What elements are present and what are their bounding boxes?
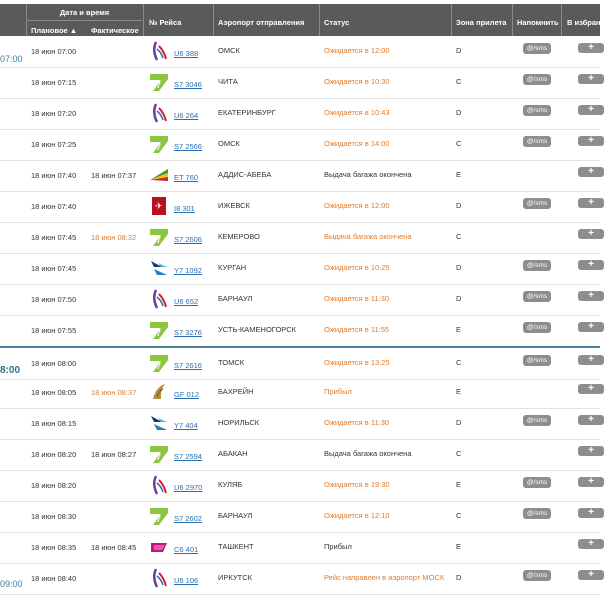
flight-number-link[interactable]: GF 012 (174, 390, 200, 399)
s7-logo-icon (148, 443, 170, 465)
svg-text:✈: ✈ (155, 202, 163, 212)
flight-row (0, 408, 600, 440)
column-divider (561, 4, 562, 36)
remind-sms-button[interactable]: @/sms (523, 105, 551, 116)
flight-status: Ожидается в 10:43 (324, 108, 390, 117)
nordstar-logo-icon (148, 257, 170, 279)
flight-number-link[interactable]: U6 388 (174, 49, 199, 58)
arrival-zone: E (456, 387, 462, 396)
arrival-zone: E (456, 170, 462, 179)
flight-status: Ожидается в 10:30 (324, 77, 390, 86)
flight-row (0, 67, 600, 99)
flight-row (0, 377, 600, 409)
add-favorite-button[interactable]: + (578, 229, 604, 239)
actual-time-header[interactable]: Фактическое (91, 26, 139, 35)
flight-row (0, 501, 600, 533)
arrival-zone: D (456, 108, 462, 117)
actual-time: 18 июн 08:32 (91, 233, 137, 242)
centrum-logo-icon (148, 536, 170, 558)
flight-status: Выдача багажа окончена (324, 232, 412, 241)
actual-time: 18 июн 07:37 (91, 171, 137, 180)
add-favorite-button[interactable]: + (578, 291, 604, 301)
flight-status: Ожидается в 14:00 (324, 139, 390, 148)
s7-logo-icon (148, 352, 170, 374)
planned-time: 18 июн 07:00 (31, 47, 77, 56)
svg-text:S7: S7 (151, 329, 161, 338)
departure-airport: НОРИЛЬСК (218, 418, 260, 427)
flight-row (0, 470, 600, 502)
planned-time: 18 июн 07:40 (31, 202, 77, 211)
planned-time: 18 июн 08:30 (31, 512, 77, 521)
departure-airport: ТОМСК (218, 358, 245, 367)
add-favorite-button[interactable]: + (578, 74, 604, 84)
arrival-zone: C (456, 77, 462, 86)
flight-status: Ожидается в 19:30 (324, 480, 390, 489)
add-favorite-button[interactable]: + (578, 539, 604, 549)
flight-number-link[interactable]: S7 2602 (174, 514, 202, 523)
svg-text:S7: S7 (151, 236, 161, 245)
departure-airport: БАРНАУЛ (218, 294, 253, 303)
add-favorite-button[interactable]: + (578, 446, 604, 456)
izhavia-logo-icon (148, 195, 170, 217)
actual-time: 18 июн 08:37 (91, 388, 137, 397)
ural-logo-icon (148, 288, 170, 310)
flight-number-header[interactable]: № Рейса (149, 18, 182, 27)
flight-number-link[interactable]: ET 760 (174, 173, 199, 182)
ural-logo-icon (148, 474, 170, 496)
gulfair-logo-icon (148, 381, 170, 403)
remind-sms-button[interactable]: @/sms (523, 570, 551, 581)
add-favorite-button[interactable]: + (578, 136, 604, 146)
flight-row (0, 532, 600, 564)
planned-time: 18 июн 07:25 (31, 140, 77, 149)
departure-airport: КЕМЕРОВО (218, 232, 260, 241)
svg-text:S7: S7 (151, 362, 161, 371)
arrival-zone: E (456, 542, 462, 551)
remind-sms-button[interactable]: @/sms (523, 198, 551, 209)
flight-number-link[interactable]: U6 106 (174, 576, 199, 585)
departure-airport: АДДИС-АБЕБА (218, 170, 272, 179)
departure-airport: АБАКАН (218, 449, 248, 458)
remind-sms-button[interactable]: @/sms (523, 355, 551, 366)
planned-time: 18 июн 08:40 (31, 574, 77, 583)
flight-number-link[interactable]: S7 3046 (174, 80, 202, 89)
remind-sms-button[interactable]: @/sms (523, 291, 551, 302)
departure-airport: ОМСК (218, 139, 240, 148)
flight-number-link[interactable]: S7 2594 (174, 452, 202, 461)
flight-number-link[interactable]: S7 2606 (174, 235, 202, 244)
flight-row (0, 563, 600, 595)
hour-marker: 07:00 (0, 54, 23, 64)
arrival-zone: C (456, 511, 462, 520)
flight-status: Ожидается в 11:30 (324, 294, 390, 303)
remind-sms-button[interactable]: @/sms (523, 415, 551, 426)
ethiopian-logo-icon (148, 164, 170, 186)
column-divider (451, 4, 452, 36)
s7-logo-icon (148, 505, 170, 527)
flight-number-link[interactable]: U6 264 (174, 111, 199, 120)
flight-status: Выдача багажа окончена (324, 449, 412, 458)
flight-status: Ожидается в 12:00 (324, 201, 390, 210)
flight-status: Прибыл (324, 387, 352, 396)
departure-airport: ИРКУТСК (218, 573, 252, 582)
remind-header: Напомнить (517, 18, 559, 27)
add-favorite-button[interactable]: + (578, 322, 604, 332)
planned-time: 18 июн 07:50 (31, 295, 77, 304)
add-favorite-button[interactable]: + (578, 508, 604, 518)
arrival-zone: D (456, 418, 462, 427)
actual-time: 18 июн 08:27 (91, 450, 137, 459)
add-favorite-button[interactable]: + (578, 477, 604, 487)
flight-status: Ожидается в 13:25 (324, 358, 390, 367)
s7-logo-icon (148, 226, 170, 248)
departure-airport: ЧИТА (218, 77, 238, 86)
flight-number-link[interactable]: S7 3276 (174, 328, 202, 337)
planned-time: 18 июн 07:45 (31, 264, 77, 273)
add-favorite-button[interactable]: + (578, 570, 604, 580)
departure-airport: ОМСК (218, 46, 240, 55)
flight-status: Ожидается в 11:55 (324, 325, 390, 334)
date-time-group-header: Дата и время (59, 8, 110, 17)
ural-logo-icon (148, 567, 170, 589)
flight-number-link[interactable]: S7 2616 (174, 361, 202, 370)
column-divider (26, 4, 27, 36)
remind-sms-button[interactable]: @/sms (523, 508, 551, 519)
departure-airport: ТАШКЕНТ (218, 542, 254, 551)
planned-time: 18 июн 07:20 (31, 109, 77, 118)
planned-time: 18 июн 07:45 (31, 233, 77, 242)
arrival-zone: D (456, 294, 462, 303)
svg-text:S7: S7 (151, 515, 161, 524)
planned-time: 18 июн 08:20 (31, 481, 77, 490)
flight-status: Рейс направлен в аэропорт МОСК (324, 573, 445, 582)
flight-number-link[interactable]: I8 301 (174, 204, 195, 213)
svg-text:S7: S7 (151, 143, 161, 152)
flight-row (0, 439, 600, 471)
planned-time: 18 июн 07:40 (31, 171, 77, 180)
hour-marker: 09:00 (0, 579, 23, 589)
departure-airport: БАРНАУЛ (218, 511, 253, 520)
arrival-zone: C (456, 139, 462, 148)
favorites-header: В избранное (567, 18, 614, 27)
remind-sms-button[interactable]: @/sms (523, 477, 551, 488)
arrival-zone: D (456, 201, 462, 210)
flight-status: Выдача багажа окончена (324, 170, 412, 179)
planned-time: 18 июн 08:00 (31, 359, 77, 368)
arrival-zone: C (456, 358, 462, 367)
flight-row (0, 284, 600, 316)
add-favorite-button[interactable]: + (578, 260, 604, 270)
remind-sms-button[interactable]: @/sms (523, 260, 551, 271)
planned-time: 18 июн 08:20 (31, 450, 77, 459)
s7-logo-icon (148, 71, 170, 93)
add-favorite-button[interactable]: + (578, 355, 604, 365)
arrival-zone: C (456, 232, 462, 241)
arrival-zone: E (456, 325, 462, 334)
planned-time: 18 июн 08:35 (31, 543, 77, 552)
remind-sms-button[interactable]: @/sms (523, 43, 551, 54)
column-divider (213, 4, 214, 36)
departure-airport: УСТЬ-КАМЕНОГОРСК (218, 325, 296, 334)
s7-logo-icon (148, 133, 170, 155)
arrival-zone: E (456, 480, 462, 489)
svg-text:S7: S7 (151, 81, 161, 90)
flight-number-link[interactable]: Y7 1092 (174, 266, 202, 275)
hour-marker: 8:00 (0, 365, 21, 376)
sort-planned-header[interactable]: Плановое ▲ (31, 26, 78, 35)
add-favorite-button[interactable]: + (578, 167, 604, 177)
flight-row (0, 160, 600, 192)
flight-status: Ожидается в 12:10 (324, 511, 390, 520)
arrival-zone: D (456, 46, 462, 55)
departure-airport-header[interactable]: Аэропорт отправления (218, 18, 305, 27)
flight-status: Ожидается в 12:00 (324, 46, 390, 55)
flight-row (0, 98, 600, 130)
remind-sms-button[interactable]: @/sms (523, 74, 551, 85)
departure-airport: ИЖЕВСК (218, 201, 250, 210)
remind-sms-button[interactable]: @/sms (523, 136, 551, 147)
add-favorite-button[interactable]: + (578, 105, 604, 115)
departure-airport: ЕКАТЕРИНБУРГ (218, 108, 276, 117)
departure-airport: КУЛЯБ (218, 480, 243, 489)
departure-airport: КУРГАН (218, 263, 247, 272)
planned-time: 18 июн 08:15 (31, 419, 77, 428)
arrival-zone: D (456, 263, 462, 272)
add-favorite-button[interactable]: + (578, 198, 604, 208)
flight-number-link[interactable]: S7 2566 (174, 142, 202, 151)
flight-number-link[interactable]: C6 401 (174, 545, 199, 554)
arrival-zone-header[interactable]: Зона прилета (456, 18, 507, 27)
flight-status: Ожидается в 10:25 (324, 263, 390, 272)
arrival-zone: D (456, 573, 462, 582)
flight-number-link[interactable]: U6 652 (174, 297, 199, 306)
flight-row (0, 253, 600, 285)
flight-number-link[interactable]: Y7 404 (174, 421, 198, 430)
departure-airport: БАХРЕЙН (218, 387, 254, 396)
flight-number-link[interactable]: U6 2970 (174, 483, 203, 492)
flight-row (0, 222, 600, 254)
add-favorite-button[interactable]: + (578, 415, 604, 425)
nordstar-logo-icon (148, 412, 170, 434)
planned-time: 18 июн 08:05 (31, 388, 77, 397)
flight-row (0, 36, 600, 68)
svg-text:S7: S7 (151, 453, 161, 462)
status-header[interactable]: Статус (324, 18, 350, 27)
flight-row (0, 129, 600, 161)
s7-logo-icon (148, 319, 170, 341)
flight-row (0, 191, 600, 223)
header-divider (26, 20, 142, 21)
column-divider (319, 4, 320, 36)
flight-status: Ожидается в 11:30 (324, 418, 390, 427)
planned-time: 18 июн 07:55 (31, 326, 77, 335)
table-header (0, 4, 614, 36)
column-divider (143, 4, 144, 36)
arrival-zone: C (456, 449, 462, 458)
flight-status: Прибыл (324, 542, 352, 551)
flight-row (0, 315, 600, 347)
add-favorite-button[interactable]: + (578, 43, 604, 53)
actual-time: 18 июн 08:45 (91, 543, 137, 552)
planned-time: 18 июн 07:15 (31, 78, 77, 87)
column-divider (512, 4, 513, 36)
ural-logo-icon (148, 40, 170, 62)
flight-row (0, 346, 600, 380)
remind-sms-button[interactable]: @/sms (523, 322, 551, 333)
ural-logo-icon (148, 102, 170, 124)
add-favorite-button[interactable]: + (578, 384, 604, 394)
